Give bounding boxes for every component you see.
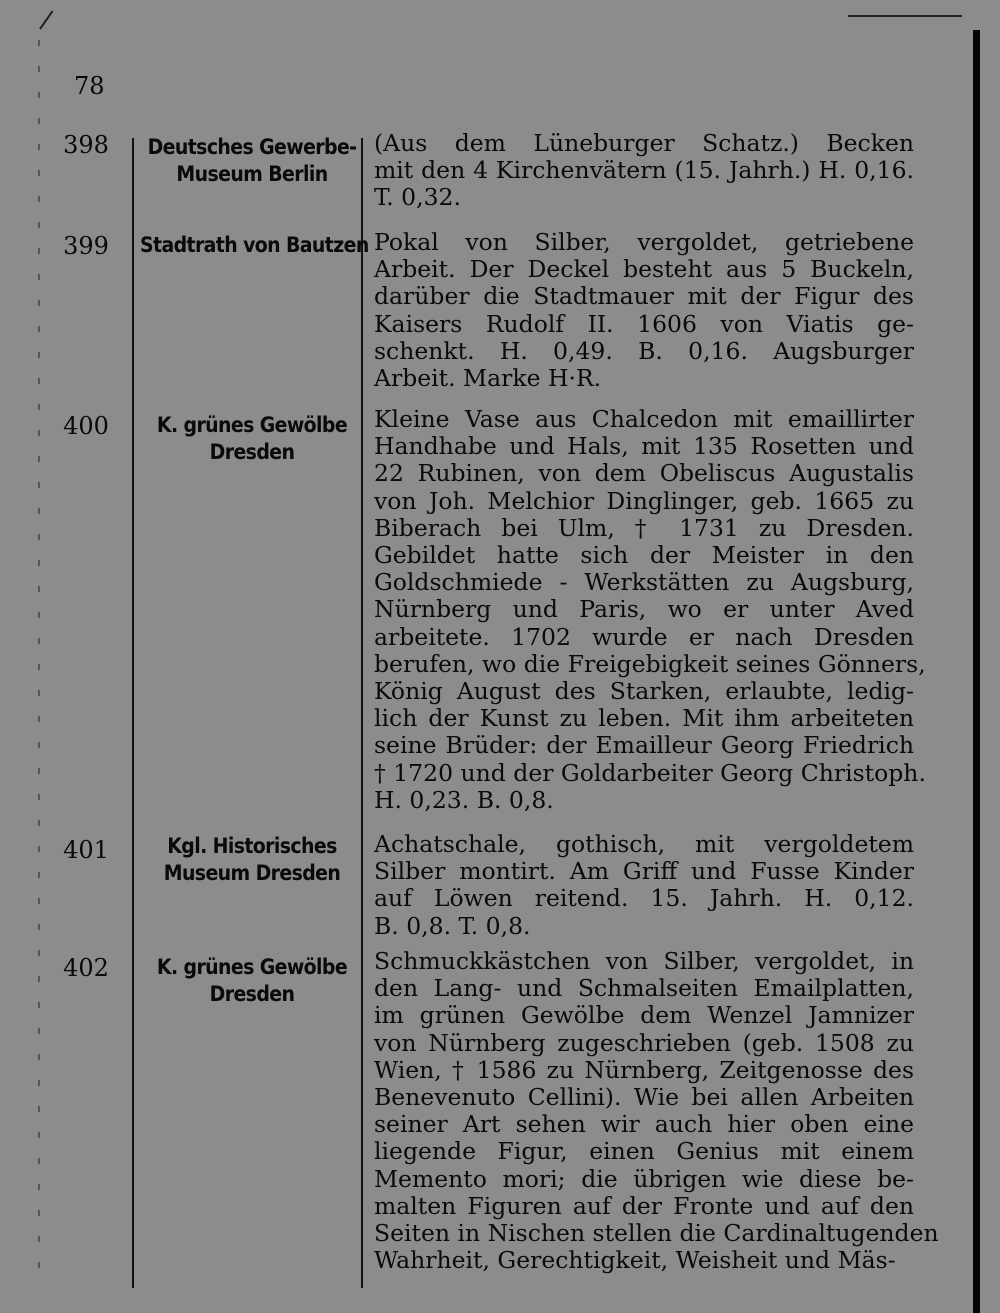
desc-line: H. 0,23. B. 0,8. — [374, 785, 554, 814]
desc-line: Achatschale, gothisch, mit vergoldetem — [374, 830, 914, 858]
desc-line: König August des Starken, erlaubte, ledig- — [374, 677, 914, 706]
desc-line: den Lang- und Schmalseiten Emailplatten, — [374, 974, 914, 1003]
entry-lender — [140, 833, 364, 887]
desc-line: von Nürnberg zugeschrieben (geb. 1508 zu — [374, 1028, 914, 1057]
desc-line: mit den 4 Kirchenvätern (15. Jahrh.) H. 0,16. — [374, 156, 914, 185]
desc-line: im grünen Gewölbe dem Wenzel Jamnizer — [374, 1001, 914, 1030]
top-rule — [848, 15, 962, 17]
desc-line: Wien, † 1586 zu Nürnberg, Zeitgenosse des — [374, 1055, 914, 1084]
lender-line: Dresden — [209, 440, 295, 464]
desc-line: Wahrheit, Gerechtigkeit, Weisheit und Mäs- — [374, 1246, 896, 1275]
desc-line: seine Brüder: der Emailleur Georg Friedrich — [374, 731, 914, 760]
desc-line: Handhabe und Hals, mit 135 Rosetten und — [374, 432, 914, 461]
desc-line: † 1720 und der Goldarbeiter Georg Christoph. — [374, 758, 926, 787]
page-edge-marks — [38, 40, 40, 1280]
desc-line: schenkt. H. 0,49. B. 0,16. Augsburger — [374, 336, 914, 365]
desc-line: Kaisers Rudolf II. 1606 von Viatis ge- — [374, 309, 914, 338]
desc-line: T. 0,32. — [374, 183, 461, 212]
entry-lender — [140, 232, 369, 259]
desc-line: seiner Art sehen wir auch hier oben eine — [374, 1110, 914, 1139]
desc-line: (Aus dem Lüneburger Schatz.) Becken — [374, 129, 914, 157]
desc-line: Gebildet hatte sich der Meister in den — [374, 541, 914, 570]
desc-line: Arbeit. Marke H·R. — [374, 364, 602, 393]
desc-line: Memento mori; die übrigen wie diese be- — [374, 1164, 914, 1193]
entry-description — [374, 831, 914, 940]
entry-number: 398 — [63, 131, 109, 159]
lender-line: Kgl. Historisches — [167, 834, 337, 858]
desc-line: arbeitete. 1702 wurde er nach Dresden — [374, 622, 914, 651]
entry-number: 402 — [63, 954, 109, 982]
entry-description — [374, 229, 914, 392]
desc-line: berufen, wo die Freigebigkeit seines Gönners, — [374, 649, 926, 678]
lender-line: K. grünes Gewölbe — [156, 413, 348, 437]
desc-line: von Joh. Melchior Dinglinger, geb. 1665 zu — [374, 486, 914, 515]
lender-line: K. grünes Gewölbe — [156, 955, 348, 979]
entry-number: 401 — [63, 836, 109, 864]
desc-line: Benevenuto Cellini). Wie bei allen Arbeiten — [374, 1083, 914, 1112]
entry-number: 400 — [63, 412, 109, 440]
entry-lender — [140, 134, 364, 188]
column-rule-left — [132, 138, 134, 1288]
entry-description — [374, 405, 926, 814]
lender-line: Stadtrath von Bautzen — [140, 233, 369, 257]
desc-line: auf Löwen reitend. 15. Jahrh. H. 0,12. — [374, 884, 914, 913]
lender-line: Deutsches Gewerbe- — [147, 135, 357, 159]
desc-line: lich der Kunst zu leben. Mit ihm arbeiteten — [374, 704, 914, 733]
desc-line: Nürnberg und Paris, wo er unter Aved — [374, 595, 914, 624]
lender-line: Museum Dresden — [163, 861, 341, 885]
column-rule-right — [361, 138, 363, 1288]
desc-line: Kleine Vase aus Chalcedon mit emaillirter — [374, 405, 914, 433]
entry-lender — [140, 412, 364, 466]
desc-line: Seiten in Nischen stellen die Cardinaltugenden — [374, 1219, 939, 1248]
outer-border-rule — [973, 30, 980, 1313]
desc-line: Arbeit. Der Deckel besteht aus 5 Buckeln, — [374, 255, 914, 284]
desc-line: Schmuckkästchen von Silber, vergoldet, in — [374, 947, 914, 975]
desc-line: Biberach bei Ulm, † 1731 zu Dresden. — [374, 513, 914, 542]
desc-line: B. 0,8. T. 0,8. — [374, 911, 531, 940]
lender-line: Dresden — [209, 982, 295, 1006]
entry-description — [374, 130, 914, 212]
desc-line: Silber montirt. Am Griff und Fusse Kinder — [374, 857, 914, 886]
corner-tick — [39, 10, 53, 29]
desc-line: liegende Figur, einen Genius mit einem — [374, 1137, 914, 1166]
entry-lender — [140, 954, 364, 1008]
page-number: 78 — [74, 72, 105, 100]
entry-description — [374, 947, 939, 1275]
desc-line: 22 Rubinen, von dem Obeliscus Augustalis — [374, 459, 914, 488]
lender-line: Museum Berlin — [176, 162, 328, 186]
desc-line: Pokal von Silber, vergoldet, getriebene — [374, 228, 914, 256]
entry-number: 399 — [63, 232, 109, 260]
desc-line: Goldschmiede - Werkstätten zu Augsburg, — [374, 568, 914, 597]
desc-line: darüber die Stadtmauer mit der Figur des — [374, 282, 914, 311]
desc-line: malten Figuren auf der Fronte und auf den — [374, 1191, 914, 1220]
